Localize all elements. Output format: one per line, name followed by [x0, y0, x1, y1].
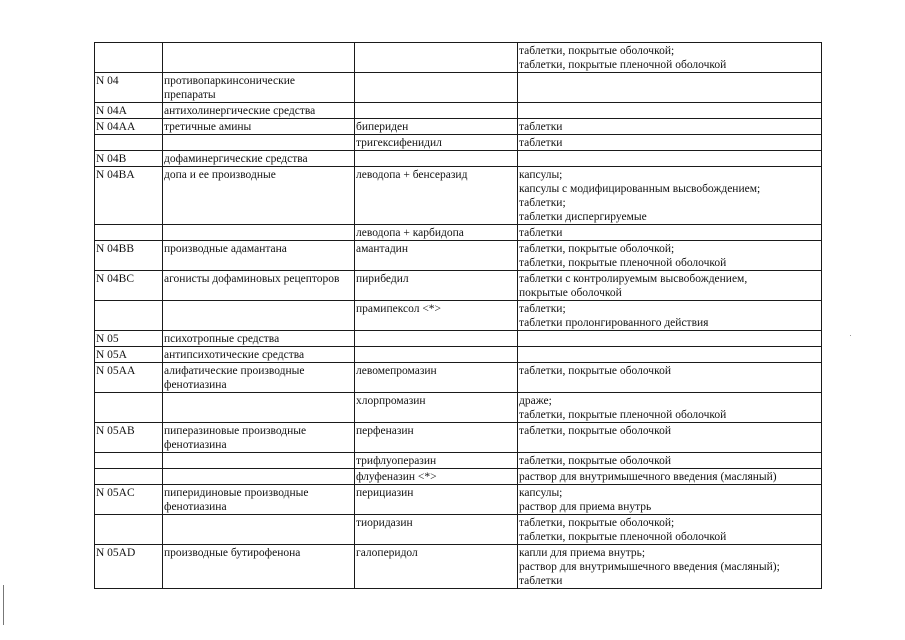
dosage-form-cell	[518, 151, 822, 167]
dosage-form-cell: таблетки, покрытые оболочкой	[518, 363, 822, 393]
table-row	[95, 241, 822, 271]
atc-code-cell: N 05AA	[95, 363, 163, 393]
pharmacological-group-cell	[163, 393, 355, 423]
table-row	[95, 301, 822, 331]
atc-code-cell	[95, 225, 163, 241]
atc-code-cell: N 05	[95, 331, 163, 347]
dosage-form-cell: таблетки	[518, 119, 822, 135]
dosage-form-cell: раствор для внутримышечного введения (масляный)	[518, 469, 822, 485]
atc-code-cell	[95, 43, 163, 73]
table-row	[95, 103, 822, 119]
drug-name-cell: тригексифенидил	[355, 135, 518, 151]
pharmacological-group-cell	[163, 225, 355, 241]
pharmacological-group-cell: агонисты дофаминовых рецепторов	[163, 271, 355, 301]
table-row	[95, 119, 822, 135]
table-row	[95, 347, 822, 363]
table-row	[95, 43, 822, 73]
pharmacological-group-cell: психотропные средства	[163, 331, 355, 347]
scan-dot	[850, 335, 851, 336]
dosage-form-cell: таблетки с контролируемым высвобождением, покрытые оболочкой	[518, 271, 822, 301]
table-row	[95, 151, 822, 167]
drug-name-cell: тиоридазин	[355, 515, 518, 545]
atc-code-cell: N 05AC	[95, 485, 163, 515]
dosage-form-cell	[518, 103, 822, 119]
atc-code-cell: N 04AA	[95, 119, 163, 135]
table-row	[95, 393, 822, 423]
drug-name-cell: прамипексол <*>	[355, 301, 518, 331]
atc-code-cell: N 04BA	[95, 167, 163, 225]
atc-code-cell: N 05AB	[95, 423, 163, 453]
table-row	[95, 135, 822, 151]
pharmacological-group-cell: пиперидиновые производные фенотиазина	[163, 485, 355, 515]
drug-list-table	[94, 42, 822, 589]
atc-code-cell	[95, 301, 163, 331]
drug-name-cell: левомепромазин	[355, 363, 518, 393]
atc-code-cell: N 04B	[95, 151, 163, 167]
dosage-form-cell: таблетки, покрытые оболочкой	[518, 453, 822, 469]
table-row	[95, 271, 822, 301]
dosage-form-cell: таблетки	[518, 225, 822, 241]
table-row	[95, 469, 822, 485]
dosage-form-cell: таблетки, покрытые оболочкой	[518, 423, 822, 453]
table-row	[95, 515, 822, 545]
dosage-form-cell: таблетки, покрытые оболочкой; таблетки, покрытые пленочной оболочкой	[518, 515, 822, 545]
atc-code-cell: N 04A	[95, 103, 163, 119]
dosage-form-cell: таблетки, покрытые оболочкой; таблетки, покрытые пленочной оболочкой	[518, 43, 822, 73]
pharmacological-group-cell: антихолинергические средства	[163, 103, 355, 119]
pharmacological-group-cell	[163, 135, 355, 151]
table-row	[95, 331, 822, 347]
atc-code-cell: N 05AD	[95, 545, 163, 589]
drug-name-cell	[355, 347, 518, 363]
pharmacological-group-cell: производные бутирофенона	[163, 545, 355, 589]
dosage-form-cell: таблетки	[518, 135, 822, 151]
table-row	[95, 225, 822, 241]
pharmacological-group-cell	[163, 301, 355, 331]
drug-name-cell	[355, 151, 518, 167]
table-row	[95, 423, 822, 453]
atc-code-cell: N 04BB	[95, 241, 163, 271]
drug-name-cell: перициазин	[355, 485, 518, 515]
atc-code-cell: N 04	[95, 73, 163, 103]
atc-code-cell: N 05A	[95, 347, 163, 363]
drug-name-cell: леводопа + карбидопа	[355, 225, 518, 241]
pharmacological-group-cell: третичные амины	[163, 119, 355, 135]
dosage-form-cell: капли для приема внутрь; раствор для внутримышечного введения (масляный); таблетки	[518, 545, 822, 589]
pharmacological-group-cell	[163, 43, 355, 73]
pharmacological-group-cell	[163, 515, 355, 545]
drug-name-cell: хлорпромазин	[355, 393, 518, 423]
dosage-form-cell: капсулы; раствор для приема внутрь	[518, 485, 822, 515]
dosage-form-cell: драже; таблетки, покрытые пленочной оболочкой	[518, 393, 822, 423]
drug-name-cell: трифлуоперазин	[355, 453, 518, 469]
atc-code-cell	[95, 393, 163, 423]
table-row	[95, 73, 822, 103]
drug-name-cell: леводопа + бенсеразид	[355, 167, 518, 225]
pharmacological-group-cell: алифатические производные фенотиазина	[163, 363, 355, 393]
pharmacological-group-cell: антипсихотические средства	[163, 347, 355, 363]
pharmacological-group-cell: допа и ее производные	[163, 167, 355, 225]
table-row	[95, 167, 822, 225]
dosage-form-cell: капсулы; капсулы с модифицированным высвобождением; таблетки; таблетки диспергируемые	[518, 167, 822, 225]
atc-code-cell: N 04BC	[95, 271, 163, 301]
pharmacological-group-cell	[163, 453, 355, 469]
page-edge-mark	[3, 585, 4, 625]
drug-name-cell: бипериден	[355, 119, 518, 135]
table-row	[95, 485, 822, 515]
drug-name-cell: галоперидол	[355, 545, 518, 589]
pharmacological-group-cell: производные адамантана	[163, 241, 355, 271]
table-row	[95, 363, 822, 393]
drug-name-cell	[355, 73, 518, 103]
drug-name-cell	[355, 103, 518, 119]
drug-name-cell	[355, 331, 518, 347]
pharmacological-group-cell	[163, 469, 355, 485]
atc-code-cell	[95, 515, 163, 545]
table-body	[95, 43, 822, 589]
drug-name-cell: амантадин	[355, 241, 518, 271]
drug-name-cell	[355, 43, 518, 73]
dosage-form-cell	[518, 331, 822, 347]
drug-name-cell: перфеназин	[355, 423, 518, 453]
pharmacological-group-cell: противопаркинсонические препараты	[163, 73, 355, 103]
pharmacological-group-cell: дофаминергические средства	[163, 151, 355, 167]
dosage-form-cell	[518, 347, 822, 363]
dosage-form-cell	[518, 73, 822, 103]
dosage-form-cell: таблетки, покрытые оболочкой; таблетки, покрытые пленочной оболочкой	[518, 241, 822, 271]
dosage-form-cell: таблетки; таблетки пролонгированного действия	[518, 301, 822, 331]
atc-code-cell	[95, 453, 163, 469]
table-row	[95, 453, 822, 469]
table-row	[95, 545, 822, 589]
atc-code-cell	[95, 469, 163, 485]
pharmacological-group-cell: пиперазиновые производные фенотиазина	[163, 423, 355, 453]
drug-name-cell: пирибедил	[355, 271, 518, 301]
atc-code-cell	[95, 135, 163, 151]
drug-name-cell: флуфеназин <*>	[355, 469, 518, 485]
